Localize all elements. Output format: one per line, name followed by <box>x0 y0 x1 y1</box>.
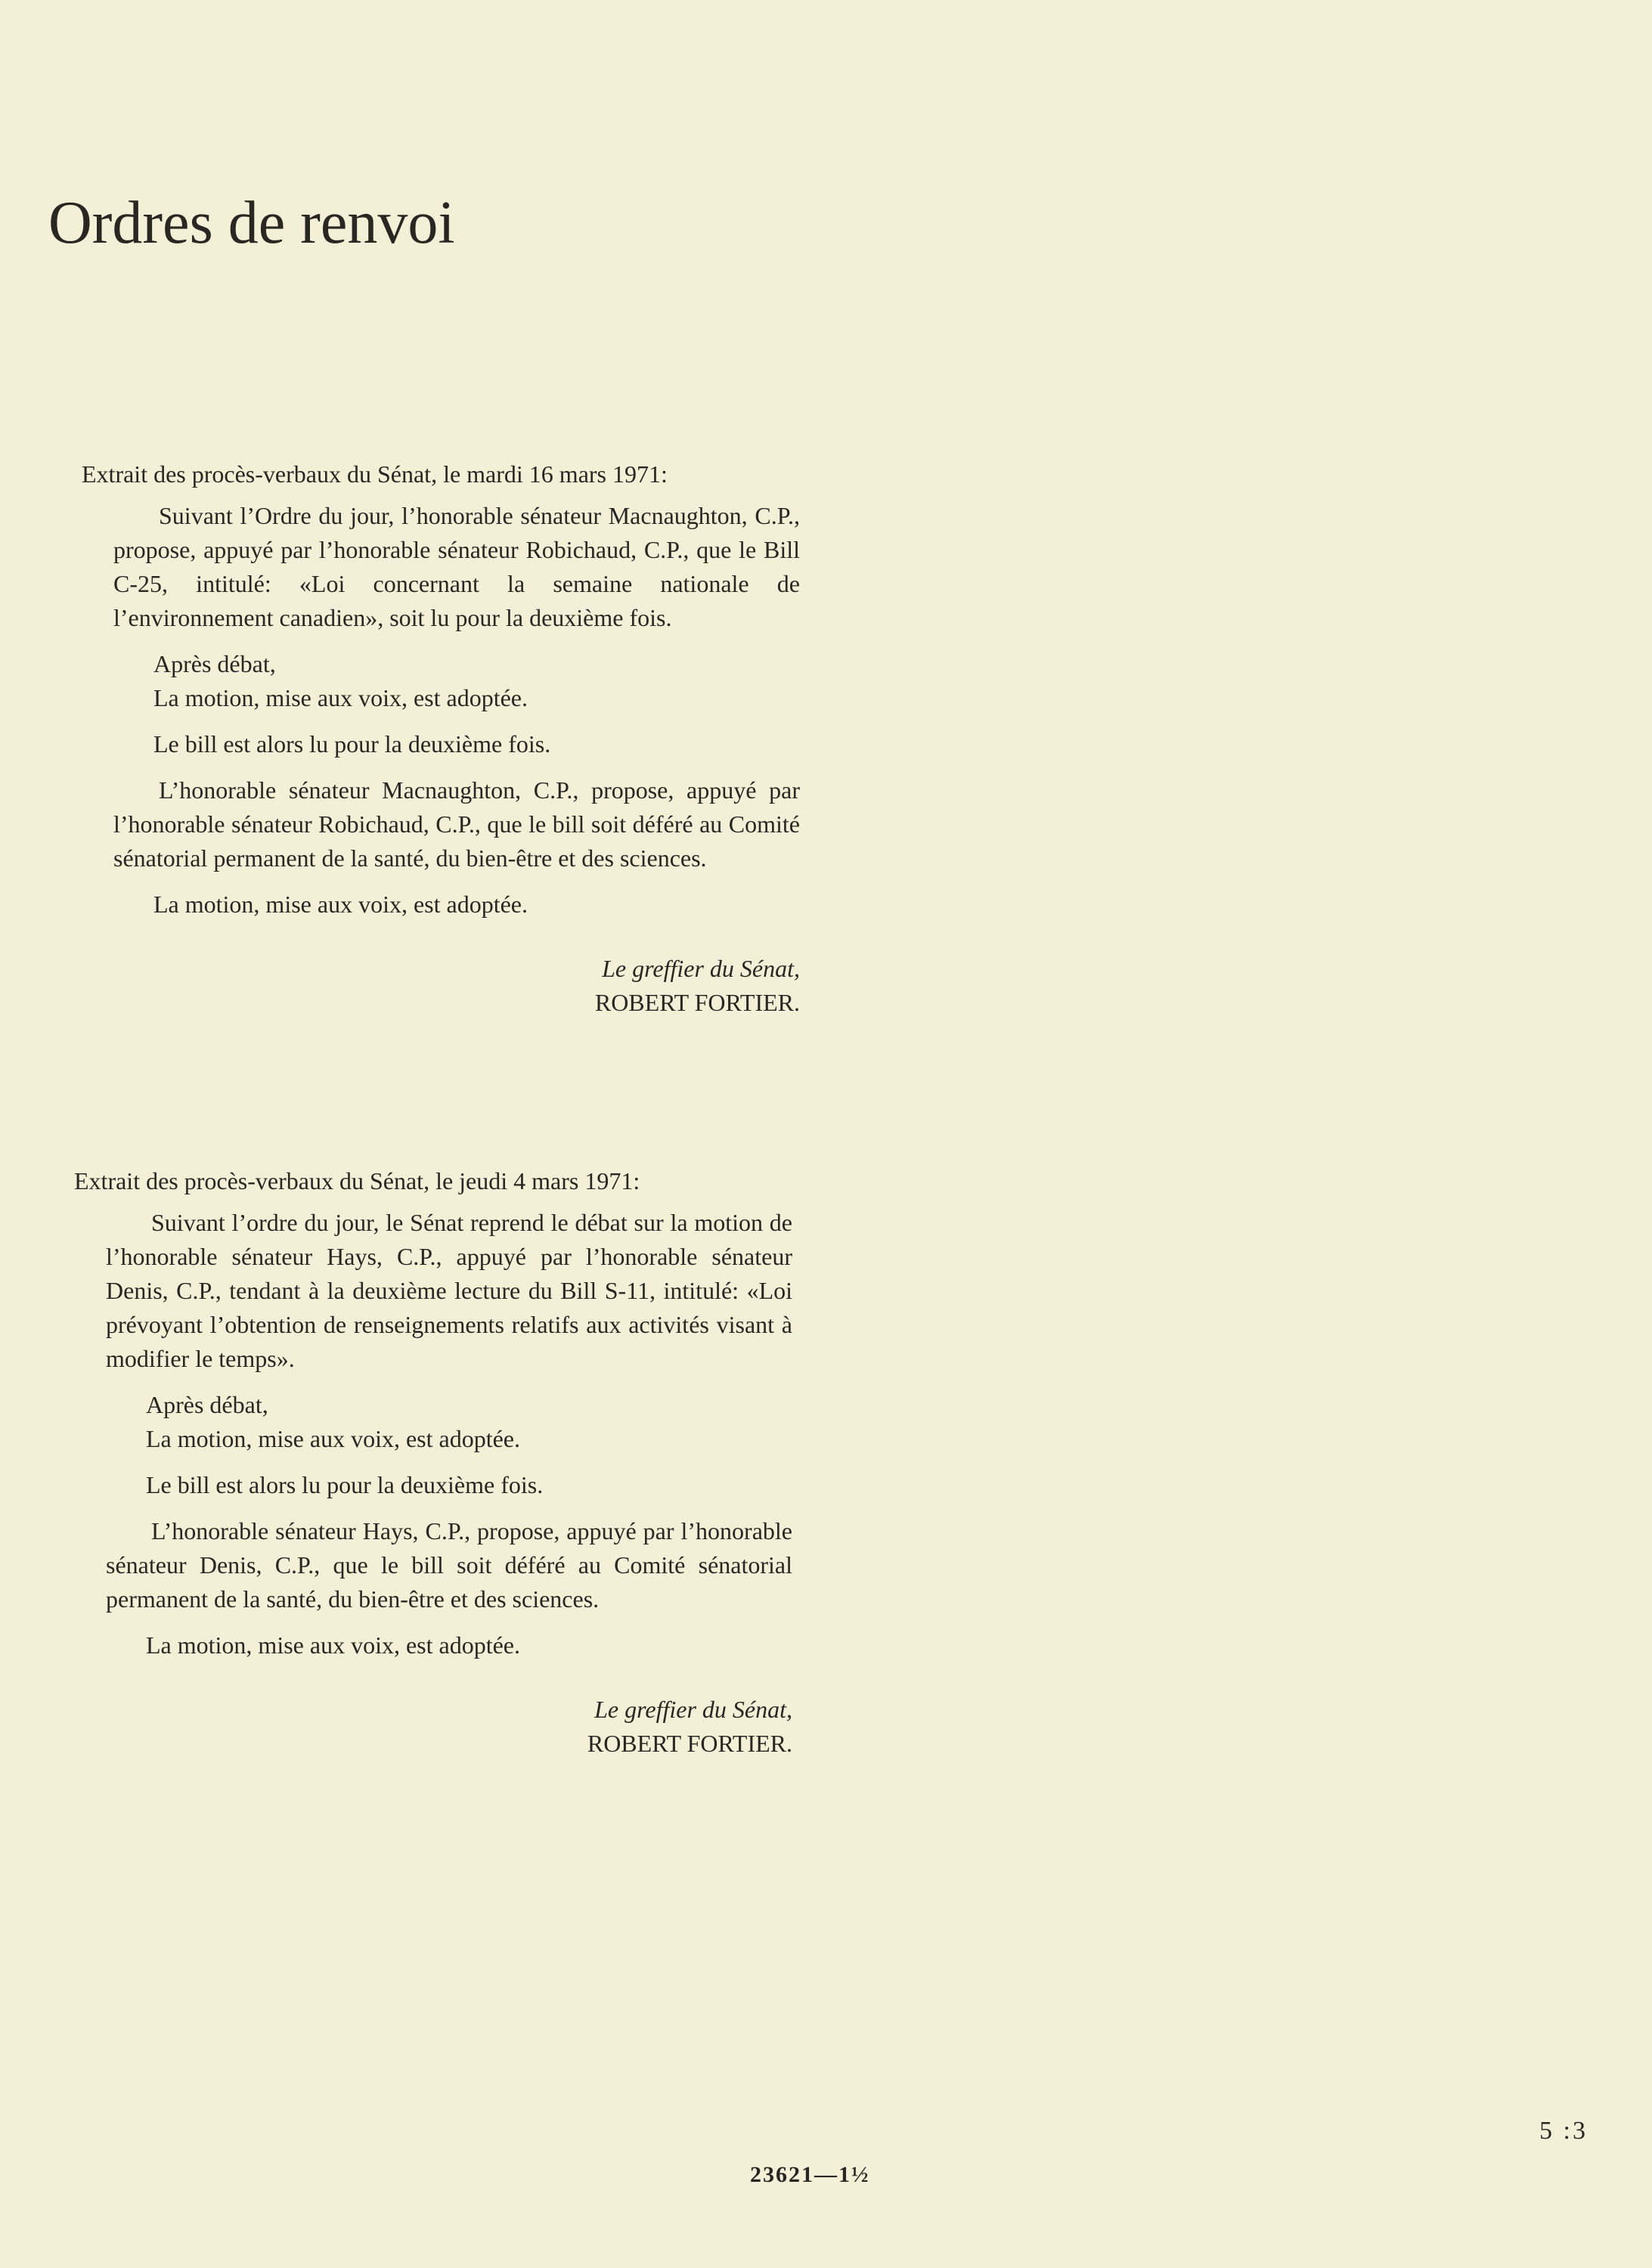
page-title: Ordres de renvoi <box>48 190 455 256</box>
debate-result: La motion, mise aux voix, est adoptée. <box>153 684 528 711</box>
motion-paragraph: Suivant l’ordre du jour, le Sénat reprend le débat sur la motion de l’honorable sénateur Hays, C.P., appuyé par l’honorable sénateur Denis, C.P., tendant à la deuxième lecture du Bill S-11, intitulé: «Loi prévoyant l’obtention de renseignements relatifs aux activités visant à modifier le temps». <box>106 1209 792 1372</box>
signature-name: ROBERT FORTIER. <box>587 1730 792 1757</box>
referral-paragraph: L’honorable sénateur Hays, C.P., propose, appuyé par l’honorable sénateur Denis, C.P., que le bill soit déféré au Comité sénatorial permanent de la santé, du bien-être et des sciences. <box>106 1517 792 1613</box>
debate-result: La motion, mise aux voix, est adoptée. <box>146 1425 520 1452</box>
senate-extract-1 <box>82 457 800 1020</box>
signature-name: ROBERT FORTIER. <box>594 989 800 1016</box>
page-number: 5 :3 <box>1539 2117 1588 2145</box>
signature-block <box>74 1693 792 1761</box>
adopted-line: La motion, mise aux voix, est adoptée. <box>153 891 528 918</box>
debate-block <box>74 1388 792 1456</box>
signature-role: Le greffier du Sénat, <box>602 955 800 982</box>
adopted-line: La motion, mise aux voix, est adoptée. <box>146 1631 520 1659</box>
extract-intro: Extrait des procès-verbaux du Sénat, le jeudi 4 mars 1971: <box>74 1167 640 1194</box>
signature-role: Le greffier du Sénat, <box>594 1696 792 1723</box>
signature-block <box>82 952 800 1020</box>
referral-paragraph: L’honorable sénateur Macnaughton, C.P., propose, appuyé par l’honorable sénateur Robichaud, C.P., que le bill soit déféré au Comité sénatorial permanent de la santé, du bien-être et des sciences. <box>113 776 800 872</box>
motion-paragraph: Suivant l’Ordre du jour, l’honorable sénateur Macnaughton, C.P., propose, appuyé par l’honorable sénateur Robichaud, C.P., que le Bill C-25, intitulé: «Loi concernant la semaine nationale de l’environnement canadien», soit lu pour la deuxième fois. <box>113 502 800 631</box>
senate-extract-2 <box>74 1164 792 1761</box>
debate-line: Après débat, <box>153 650 276 677</box>
second-reading-line: Le bill est alors lu pour la deuxième fois. <box>153 730 551 758</box>
second-reading-line: Le bill est alors lu pour la deuxième fois. <box>146 1471 544 1498</box>
print-code: 23621—1½ <box>750 2162 870 2187</box>
debate-block <box>82 647 800 715</box>
extract-intro: Extrait des procès-verbaux du Sénat, le mardi 16 mars 1971: <box>82 460 668 488</box>
debate-line: Après débat, <box>146 1391 268 1418</box>
